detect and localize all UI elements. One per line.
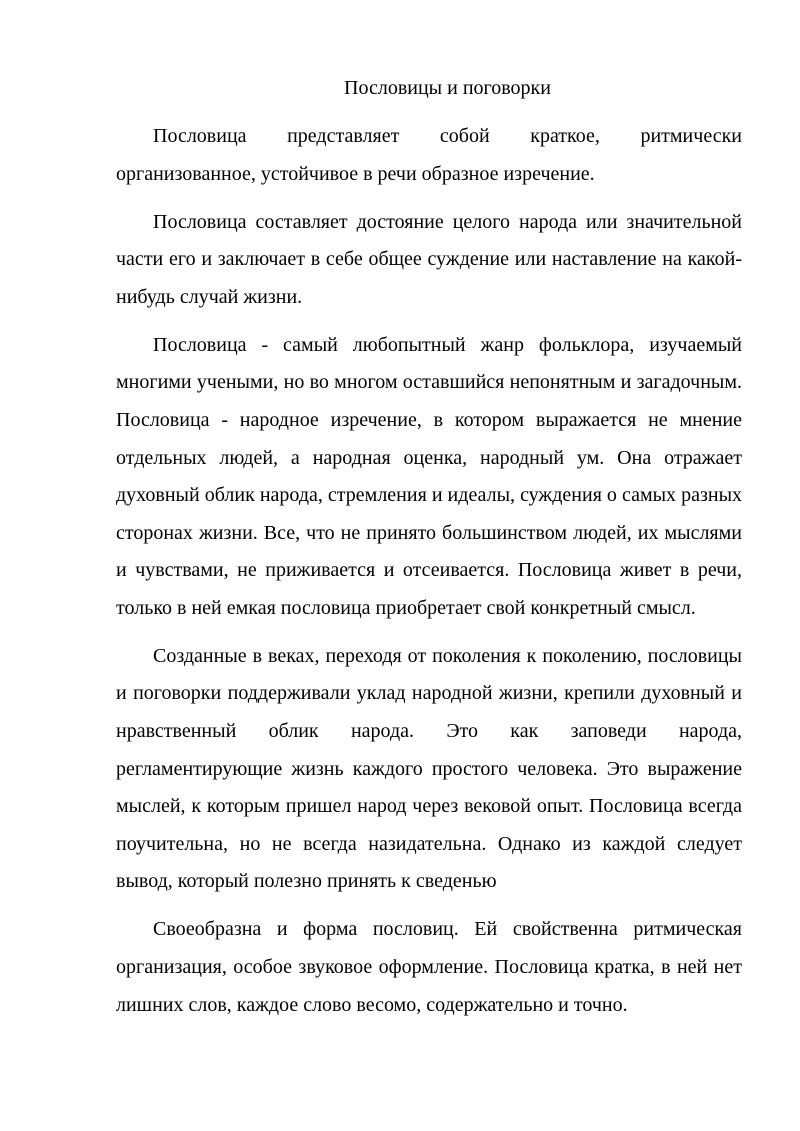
- paragraph: Пословица составляет достояние целого народа или значительной части его и заключает в себе общее суждение или наставление на какой-нибудь случай жизни.: [116, 210, 742, 308]
- paragraph: Пословица - самый любопытный жанр фольклора, изучаемый многими учеными, но во многом оставшийся непонятным и загадочным. Пословица - народное изречение, в котором выражается не мнение отдельных людей, а народная оценка, народный ум. Она отражает духовный облик народа, стремления и идеалы, суждения о самых разных сторонах жизни. Все, что не принято большинством людей, их мыслями и чувствами, не приживается и отсеивается. Пословица живет в речи, только в ней емкая пословица приобретает свой конкретный смысл.: [116, 333, 742, 619]
- document-body: [116, 118, 742, 1035]
- document-title: Пословицы и поговорки: [344, 77, 551, 99]
- paragraph: Созданные в веках, переходя от поколения к поколению, пословицы и поговорки поддерживали уклад народной жизни, крепили духовный и нравственный облик народа. Это как заповеди народа, регламентирующие жизнь каждого простого человека. Это выражение мыслей, к которым пришел народ через вековой опыт. Пословица всегда поучительна, но не всегда назидательна. Однако из каждой следует вывод, который полезно принять к сведенью: [116, 644, 742, 893]
- paragraph: Пословица представляет собой краткое, ритмически организованное, устойчивое в речи образное изречение.: [116, 125, 742, 185]
- paragraph: Своеобразна и форма пословиц. Ей свойственна ритмическая организация, особое звуковое оформление. Пословица кратка, в ней нет лишних слов, каждое слово весомо, содержательно и точно.: [116, 918, 742, 1016]
